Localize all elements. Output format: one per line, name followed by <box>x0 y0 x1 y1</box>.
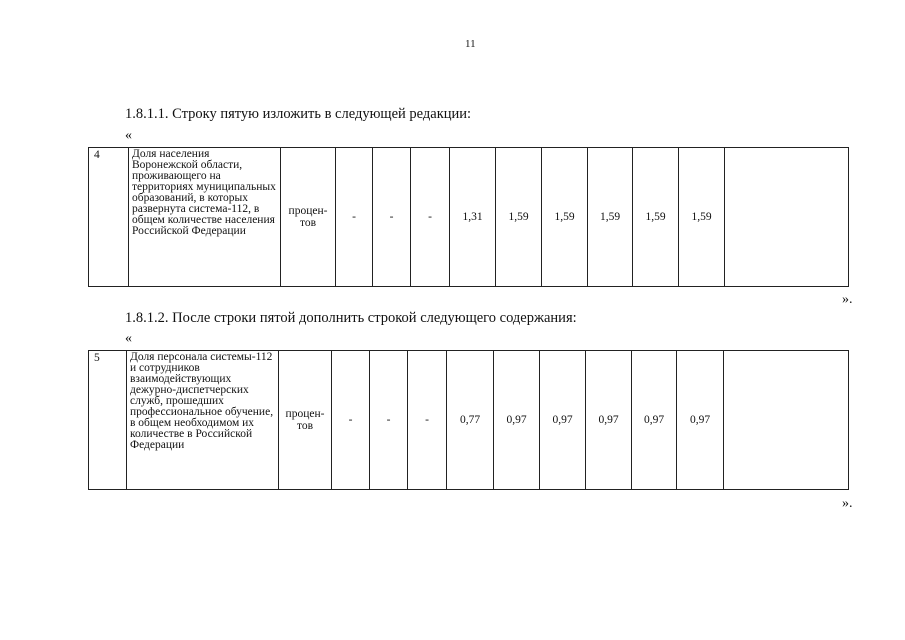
value-cell: - <box>332 351 370 490</box>
section-2-heading: 1.8.1.2. После строки пятой дополнить строкой следующего содержания: <box>125 310 577 326</box>
section-1-close-quote: ». <box>842 292 853 307</box>
row-description: Доля населения Воронежской области, проживающего на территориях муниципальных образований, в которых развернута система-112, в общем количестве населения Российской Федерации <box>129 148 281 287</box>
value-cell: 0,77 <box>447 351 494 490</box>
value-cell: 0,97 <box>540 351 586 490</box>
value-cell: 1,59 <box>588 148 633 287</box>
row-unit: процен- тов <box>279 351 332 490</box>
value-cell <box>725 148 849 287</box>
table-row <box>89 148 849 287</box>
section-2-open-quote: « <box>125 331 132 346</box>
page-number: 11 <box>465 38 476 50</box>
value-cell: - <box>370 351 408 490</box>
value-cell: 1,59 <box>542 148 588 287</box>
row-description: Доля персонала системы-112 и сотрудников взаимодействующих дежурно-диспетчерских служб, прошедших профессиональное обучение, в общем необходимом их количестве в Российской Федерации <box>127 351 279 490</box>
value-cell: 0,97 <box>632 351 677 490</box>
value-cell: 0,97 <box>586 351 632 490</box>
value-cell: 1,59 <box>496 148 542 287</box>
value-cell: 0,97 <box>494 351 540 490</box>
value-cell: 1,59 <box>633 148 679 287</box>
section-1-table <box>88 147 849 287</box>
section-2-close-quote: ». <box>842 496 853 511</box>
value-cell: - <box>373 148 411 287</box>
value-cell: - <box>336 148 373 287</box>
row-number: 4 <box>89 148 129 287</box>
table-row <box>89 351 849 490</box>
value-cell: 1,59 <box>679 148 725 287</box>
value-cell: 0,97 <box>677 351 724 490</box>
row-unit: процен- тов <box>281 148 336 287</box>
value-cell: - <box>411 148 450 287</box>
section-1-heading: 1.8.1.1. Строку пятую изложить в следующей редакции: <box>125 106 472 122</box>
value-cell: - <box>408 351 447 490</box>
row-number: 5 <box>89 351 127 490</box>
section-1-open-quote: « <box>125 128 132 143</box>
section-2-table <box>88 350 849 490</box>
value-cell <box>724 351 849 490</box>
value-cell: 1,31 <box>450 148 496 287</box>
